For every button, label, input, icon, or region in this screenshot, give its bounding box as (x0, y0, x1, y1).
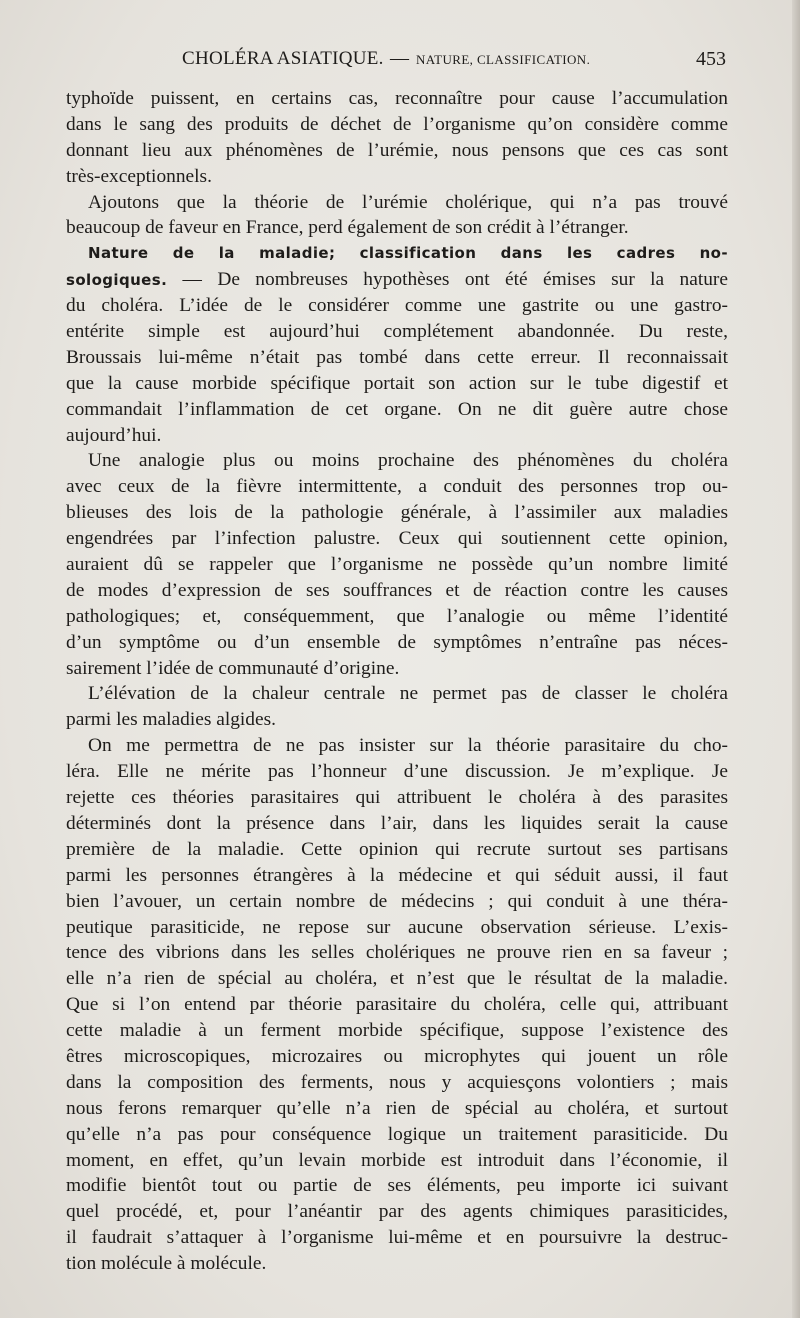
text-line: auraient dû se rappeler que l’organisme ne possède qu’un nombre limité (66, 554, 728, 576)
text-line: entérite simple est aujourd’hui complétement abandonnée. Du reste, (66, 321, 728, 343)
text-line: Broussais lui-même n’était pas tombé dans cette erreur. Il reconnaissait (66, 346, 728, 368)
text-line (66, 267, 728, 293)
page-number: 453 (696, 48, 726, 70)
text-line: peutique parasiticide, ne repose sur aucune observation sérieuse. L’exis- (66, 916, 728, 938)
text-line: Une analogie plus ou moins prochaine des phénomènes du choléra (88, 450, 728, 472)
text-line: d’un symptôme ou d’un ensemble de symptômes n’entraîne pas néces- (66, 631, 728, 653)
text-line: blieuses des lois de la pathologie générale, à l’assimiler aux maladies (66, 502, 728, 524)
text-line: léra. Elle ne mérite pas l’honneur d’une discussion. Je m’explique. Je (66, 761, 728, 783)
text-line: du choléra. L’idée de le considérer comme une gastrite ou une gastro- (66, 295, 728, 317)
text-line: première de la maladie. Cette opinion qui recrute surtout ses partisans (66, 838, 728, 860)
text-line: que la cause morbide spécifique portait son action sur le tube digestif et (66, 372, 728, 394)
text-line: Que si l’on entend par théorie parasitaire du choléra, celle qui, attribuant (66, 994, 728, 1016)
text-line: rejette ces théories parasitaires qui attribuent le choléra à des parasites (66, 787, 728, 809)
text-line: Ajoutons que la théorie de l’urémie cholérique, qui n’a pas trouvé (88, 191, 728, 213)
text-line: de modes d’expression de ses souffrances et de réaction contre les causes (66, 579, 728, 601)
text-line: moment, en effet, qu’un levain morbide est introduit dans l’économie, il (66, 1149, 728, 1171)
text-line: avec ceux de la fièvre intermittente, a conduit des personnes trop ou- (66, 476, 728, 498)
section-heading-continued: sologiques. (66, 271, 168, 290)
text-line: engendrées par l’infection palustre. Ceux qui soutiennent cette opinion, (66, 528, 728, 550)
text-line: pathologiques; et, conséquemment, que l’analogie ou même l’identité (66, 605, 728, 627)
page-edge (792, 0, 800, 1318)
text-line: beaucoup de faveur en France, perd également de son crédit à l’étranger. (66, 217, 629, 239)
section-heading: Nature de la maladie; classification dans les cadres no- (88, 244, 728, 263)
text-line: très-exceptionnels. (66, 165, 212, 187)
text-line: tence des vibrions dans les selles cholériques ne prouve rien en sa faveur ; (66, 942, 728, 964)
text-line: déterminés dont la présence dans l’air, dans les liquides serait la cause (66, 812, 728, 834)
running-head-dash: — (390, 48, 409, 69)
text-line: parmi les maladies algides. (66, 709, 277, 731)
running-head-subtitle: NATURE, CLASSIFICATION. (416, 52, 591, 67)
text-line: dans le sang des produits de déchet de l’organisme qu’on considère comme (66, 113, 728, 135)
text-line: typhoïde puissent, en certains cas, reconnaître pour cause l’accumulation (66, 88, 728, 109)
running-head-title: CHOLÉRA ASIATIQUE. (182, 48, 384, 69)
running-head (66, 48, 730, 74)
text-line: cette maladie à un ferment morbide spécifique, suppose l’existence des (66, 1020, 728, 1042)
text-line: tion molécule à molécule. (66, 1253, 267, 1275)
text-line: elle n’a rien de spécial au choléra, et n’est que le résultat de la maladie. (66, 968, 728, 990)
text-line: On me permettra de ne pas insister sur la théorie parasitaire du cho- (88, 735, 728, 757)
text-line: commandait l’inflammation de cet organe. On ne dit guère autre chose (66, 398, 728, 420)
text-line: il faudrait s’attaquer à l’organisme lui-même et en poursuivre la destruc- (66, 1227, 728, 1249)
text-line: L’élévation de la chaleur centrale ne permet pas de classer le choléra (88, 683, 728, 705)
text-line: bien l’avouer, un certain nombre de médecins ; qui conduit à une théra- (66, 890, 728, 912)
text-line: êtres microscopiques, microzaires ou microphytes qui jouent un rôle (66, 1045, 728, 1067)
text-line: parmi les personnes étrangères à la médecine et qui séduit aussi, il faut (66, 864, 728, 886)
text-line: sairement l’idée de communauté d’origine. (66, 657, 400, 679)
text-line: nous ferons remarquer qu’elle n’a rien de spécial au choléra, et surtout (66, 1097, 728, 1119)
text-span: — De nombreuses hypothèses ont été émises sur la nature (167, 269, 728, 291)
text-line: quel procédé, et, pour l’anéantir par des agents chimiques parasiticides, (66, 1201, 728, 1223)
text-line: modifie bientôt tout ou partie de ses éléments, peu importe ici suivant (66, 1175, 728, 1197)
text-line: aujourd’hui. (66, 424, 162, 446)
text-line: qu’elle n’a pas pour conséquence logique un traitement parasiticide. Du (66, 1123, 728, 1145)
text-line: donnant lieu aux phénomènes de l’urémie, nous pensons que ces cas sont (66, 139, 728, 161)
text-line: dans la composition des ferments, nous y acquiesçons volontiers ; mais (66, 1071, 728, 1093)
body-text (66, 86, 728, 1277)
